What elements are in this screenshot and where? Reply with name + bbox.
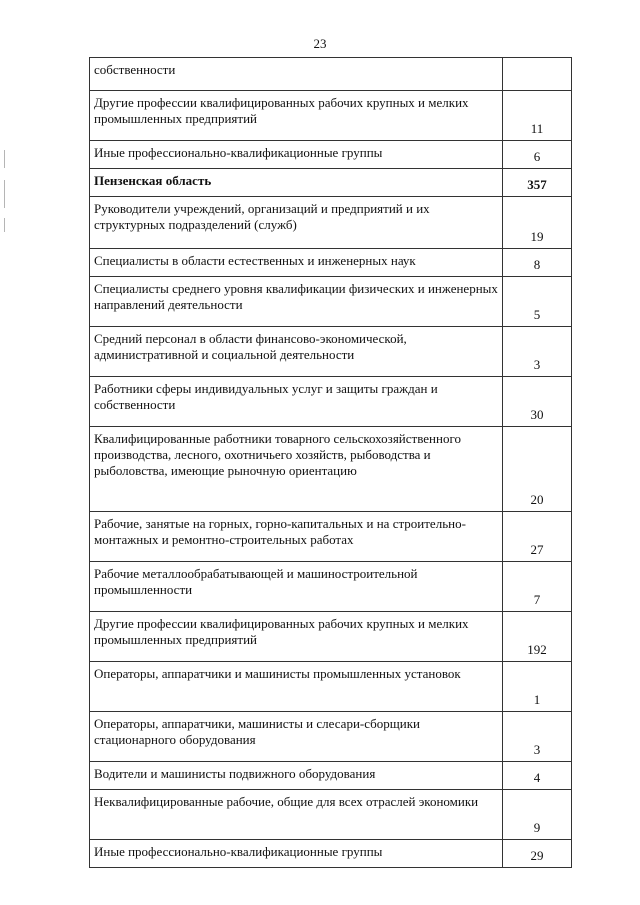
page-number: 23 [313, 36, 327, 51]
occupation-name-cell: Специалисты среднего уровня квалификации физических и инженерных направлений деятельности [90, 277, 503, 327]
count-cell: 29 [503, 840, 572, 868]
occupation-name-cell: Другие профессии квалифицированных рабочих крупных и мелких промышленных предприятий [90, 91, 503, 141]
table-body [90, 58, 572, 868]
table-row [90, 377, 572, 427]
count-cell: 357 [503, 169, 572, 197]
occupation-name-cell: Работники сферы индивидуальных услуг и защиты граждан и собственности [90, 377, 503, 427]
count-cell: 30 [503, 377, 572, 427]
table-row [90, 712, 572, 762]
scan-edge-mark [4, 218, 5, 232]
count-cell: 192 [503, 612, 572, 662]
count-cell: 4 [503, 762, 572, 790]
occupation-name-cell: Другие профессии квалифицированных рабочих крупных и мелких промышленных предприятий [90, 612, 503, 662]
scan-edge-mark [4, 150, 5, 168]
table-row [90, 427, 572, 512]
occupation-name-cell: Водители и машинисты подвижного оборудования [90, 762, 503, 790]
occupation-name-cell: Иные профессионально-квалификационные группы [90, 141, 503, 169]
occupation-name-cell: Операторы, аппаратчики, машинисты и слесари-сборщики стационарного оборудования [90, 712, 503, 762]
table-row [90, 762, 572, 790]
count-cell: 11 [503, 91, 572, 141]
count-cell: 7 [503, 562, 572, 612]
occupation-name-cell: Операторы, аппаратчики и машинисты промышленных установок [90, 662, 503, 712]
table-row [90, 91, 572, 141]
table-row [90, 612, 572, 662]
occupation-name-cell: Руководители учреждений, организаций и предприятий и их структурных подразделений (служб) [90, 197, 503, 249]
occupation-name-cell: Квалифицированные работники товарного сельскохозяйственного производства, лесного, охотничьего хозяйств, рыбоводства и рыболовства, имеющие рыночную ориентацию [90, 427, 503, 512]
table-row [90, 169, 572, 197]
count-cell: 3 [503, 712, 572, 762]
occupation-name-cell: собственности [90, 58, 503, 91]
table-row [90, 790, 572, 840]
table-row [90, 277, 572, 327]
table-row [90, 327, 572, 377]
table-row [90, 562, 572, 612]
count-cell: 3 [503, 327, 572, 377]
count-cell: 5 [503, 277, 572, 327]
occupation-table [89, 57, 572, 868]
count-cell: 27 [503, 512, 572, 562]
occupation-name-cell: Пензенская область [90, 169, 503, 197]
count-cell: 1 [503, 662, 572, 712]
occupation-name-cell: Иные профессионально-квалификационные группы [90, 840, 503, 868]
table-row [90, 249, 572, 277]
occupation-name-cell: Неквалифицированные рабочие, общие для всех отраслей экономики [90, 790, 503, 840]
table-row [90, 58, 572, 91]
occupation-name-cell: Рабочие металлообрабатывающей и машиностроительной промышленности [90, 562, 503, 612]
table-row [90, 141, 572, 169]
table-row [90, 197, 572, 249]
count-cell: 8 [503, 249, 572, 277]
scan-edge-mark [4, 180, 5, 208]
count-cell: 19 [503, 197, 572, 249]
count-cell: 6 [503, 141, 572, 169]
occupation-name-cell: Рабочие, занятые на горных, горно-капитальных и на строительно-монтажных и ремонтно-строительных работах [90, 512, 503, 562]
occupation-name-cell: Средний персонал в области финансово-экономической, административной и социальной деятельности [90, 327, 503, 377]
table-row [90, 662, 572, 712]
occupation-name-cell: Специалисты в области естественных и инженерных наук [90, 249, 503, 277]
table-row [90, 840, 572, 868]
count-cell: 20 [503, 427, 572, 512]
count-cell [503, 58, 572, 91]
table-row [90, 512, 572, 562]
count-cell: 9 [503, 790, 572, 840]
